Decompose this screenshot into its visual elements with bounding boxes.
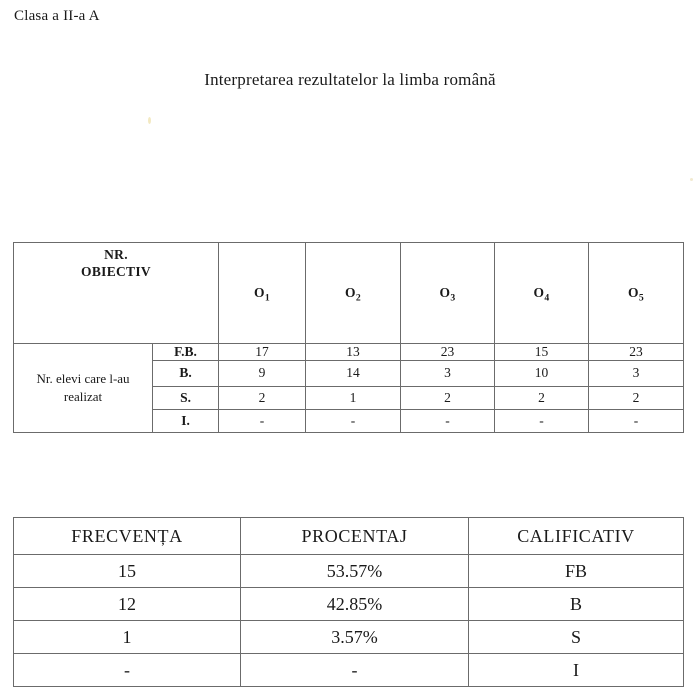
- table-header-row: [14, 243, 684, 344]
- table-row: [14, 555, 684, 588]
- row-level-fb: F.B.: [153, 344, 219, 361]
- header-frecventa: FRECVENȚA: [14, 518, 241, 555]
- cell-i-o5: -: [589, 409, 684, 432]
- cell-procentaj-b: 42.85%: [241, 588, 469, 621]
- header-objective-o3: [401, 243, 495, 344]
- scan-speck: [690, 178, 693, 181]
- header-o5-subscript: 5: [638, 292, 644, 304]
- header-o2-base: O: [345, 285, 356, 301]
- cell-s-o5: 2: [589, 386, 684, 409]
- header-nr-line2: OBIECTIV: [81, 263, 151, 279]
- header-o4-subscript: 4: [544, 292, 550, 304]
- header-o3-subscript: 3: [450, 292, 456, 304]
- table-row: [14, 621, 684, 654]
- header-o2-subscript: 2: [355, 292, 361, 304]
- cell-b-o3: 3: [401, 360, 495, 386]
- header-o5-base: O: [628, 285, 639, 301]
- row-level-b: B.: [153, 360, 219, 386]
- cell-s-o3: 2: [401, 386, 495, 409]
- cell-i-o2: -: [306, 409, 401, 432]
- cell-i-o4: -: [495, 409, 589, 432]
- header-o4-base: O: [533, 285, 545, 301]
- cell-b-o4: 10: [495, 360, 589, 386]
- header-objective-o5: [589, 243, 684, 344]
- header-nr-obiectiv: [14, 243, 219, 344]
- table-row: [14, 654, 684, 687]
- cell-fb-o1: 17: [219, 344, 306, 361]
- cell-procentaj-s: 3.57%: [241, 621, 469, 654]
- cell-procentaj-fb: 53.57%: [241, 555, 469, 588]
- row-level-s: S.: [153, 386, 219, 409]
- class-label: Clasa a II-a A: [14, 8, 100, 24]
- row-level-i: I.: [153, 409, 219, 432]
- header-calificativ: CALIFICATIV: [469, 518, 684, 555]
- cell-fb-o2: 13: [306, 344, 401, 361]
- cell-fb-o3: 23: [401, 344, 495, 361]
- header-o1-subscript: 1: [264, 292, 270, 304]
- cell-i-o1: -: [219, 409, 306, 432]
- header-o1-base: O: [254, 285, 265, 301]
- cell-frecventa-b: 12: [14, 588, 241, 621]
- cell-b-o5: 3: [589, 360, 684, 386]
- header-objective-o4: [495, 243, 589, 344]
- cell-calificativ-b: B: [469, 588, 684, 621]
- header-nr-line1: NR.: [104, 247, 128, 262]
- cell-i-o3: -: [401, 409, 495, 432]
- scan-speck: [148, 117, 151, 124]
- cell-s-o4: 2: [495, 386, 589, 409]
- cell-b-o1: 9: [219, 360, 306, 386]
- cell-fb-o4: 15: [495, 344, 589, 361]
- table-row: [14, 588, 684, 621]
- cell-frecventa-i: -: [14, 654, 241, 687]
- header-objective-o2: [306, 243, 401, 344]
- header-objective-o1: [219, 243, 306, 344]
- objectives-results-table: [13, 242, 684, 433]
- cell-b-o2: 14: [306, 360, 401, 386]
- cell-frecventa-s: 1: [14, 621, 241, 654]
- cell-s-o2: 1: [306, 386, 401, 409]
- table-row: [14, 344, 684, 361]
- header-o3-base: O: [439, 285, 451, 301]
- cell-frecventa-fb: 15: [14, 555, 241, 588]
- frequency-summary-table: [13, 517, 684, 687]
- cell-s-o1: 2: [219, 386, 306, 409]
- row-label-nr-elevi: Nr. elevi care l-au realizat: [14, 344, 153, 433]
- header-procentaj: PROCENTAJ: [241, 518, 469, 555]
- cell-calificativ-s: S: [469, 621, 684, 654]
- cell-procentaj-i: -: [241, 654, 469, 687]
- page-title: Interpretarea rezultatelor la limba română: [204, 70, 496, 89]
- cell-fb-o5: 23: [589, 344, 684, 361]
- cell-calificativ-i: I: [469, 654, 684, 687]
- table-header-row: [14, 518, 684, 555]
- cell-calificativ-fb: FB: [469, 555, 684, 588]
